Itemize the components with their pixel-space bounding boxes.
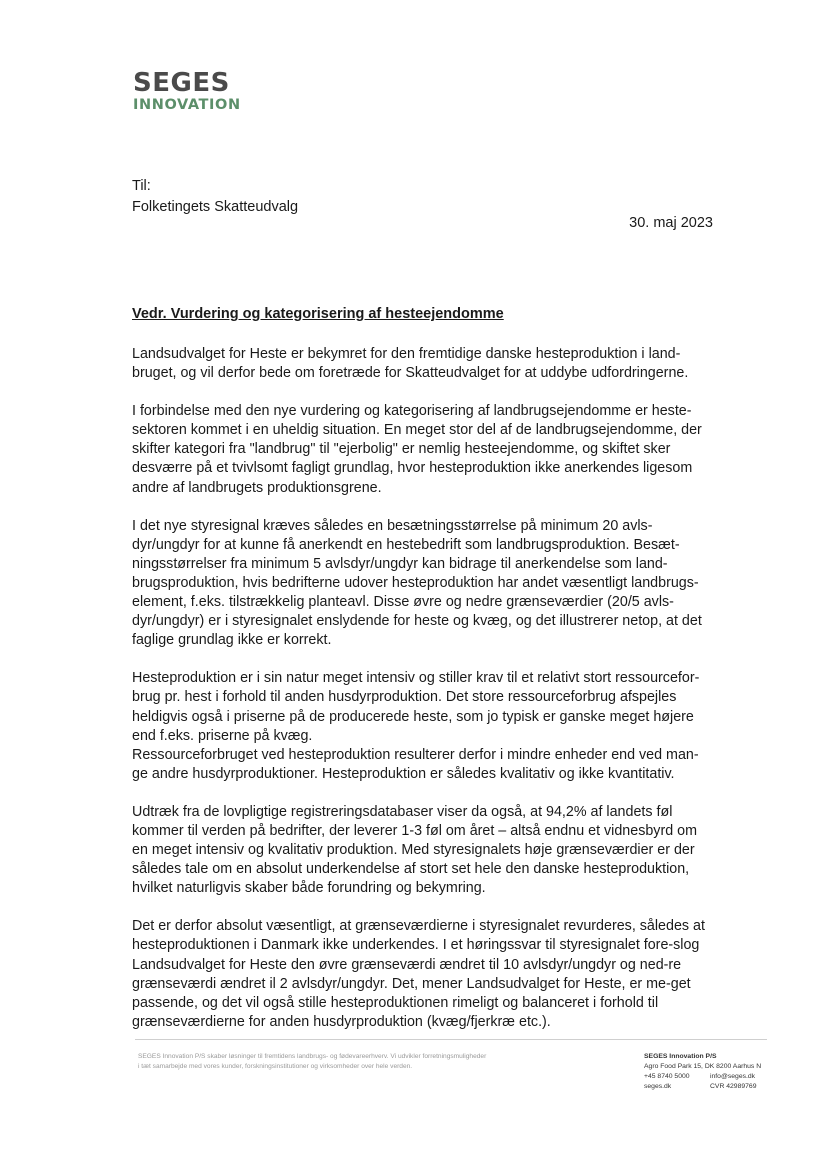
footer-divider [135,1039,767,1040]
footer-address: Agro Food Park 15, DK 8200 Aarhus N [644,1063,762,1070]
paragraph-5: Udtræk fra de lovpligtige registreringsdatabaser viser da også, at 94,2% af landets føl kommer til verden på bedrifter, der leverer 1-3 føl om året – altså endnu et vidnesbyrd om en meget intensiv og kvalitativ produktion. Med styresignalets høje grænseværdier er der således tale om en absolut underkendelse af stort set hele den danske hesteproduktion, hvilket naturligvis skaber både forundring og bekymring. [132,803,697,897]
footer-description [138,1052,538,1072]
recipient-label: Til: [132,178,151,194]
paragraph-6: Det er derfor absolut væsentligt, at grænseværdierne i styresignalet revurderes, således at hesteproduktionen i Danmark ikke underkendes. I et høringssvar til styresignalet fore-slog Landsudvalget for Heste den øvre grænseværdi ændret til 10 avlsdyr/ungdyr og ned-re grænseværdi ændret il 2 avlsdyr/ungdyr. Det, mener Landsudvalget for Heste, er me-get passende, og det vil også stille hesteproduktionen rimeligt og balanceret i forhold til grænseværdierne for anden husdyrproduktion (kvæg/fjerkræ etc.). [132,918,705,1030]
paragraph-1: Landsudvalget for Heste er bekymret for den fremtidige danske hesteproduktion i land-bruget, og vil derfor bede om foretræde for Skatteudvalget for at uddybe udfordringerne. [132,346,689,382]
paragraph-4: Hesteproduktion er i sin natur meget intensiv og stiller krav til et relativt stort ressourcefor-brug pr. hest i forhold til anden husdyrproduktion. Det store ressourceforbrug afspejles heldigvis også i priserne på de producerede heste, som jo typisk er ganske meget højere end f.eks. priserne på kvæg. Ressourceforbruget ved hesteproduktion resulterer derfor i mindre enheder end ved man-ge andre husdyrproduktioner. Hesteproduktion er således kvalitativ og ikke kvantitativ. [132,670,700,782]
logo-text-seges: SEGES [133,68,230,98]
paragraph-2: I forbindelse med den nye vurdering og kategorisering af landbrugsejendomme er heste-sektoren kommet i en uheldig situation. En meget stor del af de landbrugsejendomme, der skifter kategori fra "landbrug" til "ejerbolig" er nemlig hesteejendomme, og skiftet sker desværre på et tvivlsomt fagligt grundlag, hvor hesteproduktion ikke anerkendes ligesom andre af landbrugets produktionsgrene. [132,403,702,496]
footer-contact [644,1052,761,1092]
seges-logo [133,70,241,113]
recipient-block [132,176,298,218]
letter-body [132,345,714,1051]
footer-email: info@seges.dk [710,1073,756,1080]
footer-phone: +45 8740 5000 [644,1073,690,1080]
footer-company: SEGES Innovation P/S [644,1053,717,1060]
footer-description-line-1: SEGES Innovation P/S skaber løsninger til fremtidens landbrugs- og fødevareerhverv. Vi udvikler forretningsmuligheder [138,1053,487,1060]
recipient-name: Folketingets Skatteudvalg [132,199,299,215]
footer-cvr: CVR 42989769 [710,1083,757,1090]
letter-subject: Vedr. Vurdering og kategorisering af hesteejendomme [132,306,504,322]
paragraph-3: I det nye styresignal kræves således en besætningsstørrelse på minimum 20 avls-dyr/ungdyr for at kunne få anerkendt en hestebedrift som landbrugsproduktion. Besæt-ningsstørrelser fra minimum 5 avlsdyr/ungdyr kan bidrage til anerkendelse som land-brugsproduktion, hvis bedrifterne udover hesteproduktion har andet væsentligt landbrugs-element, f.eks. tilstrækkelig planteavl. Disse øvre og nedre grænseværdier (20/5 avls-dyr/ungdyr) er i styresignalet enslydende for heste og kvæg, og det illustrerer netop, at det faglige grundlag ikke er korrekt. [132,517,702,649]
footer-description-line-2: i tæt samarbejde med vores kunder, forskningsinstitutioner og virksomheder over hele verden. [138,1063,413,1070]
logo-text-innovation: INNOVATION [133,97,241,113]
letter-date: 30. maj 2023 [629,215,713,231]
footer-web: seges.dk [644,1083,672,1090]
